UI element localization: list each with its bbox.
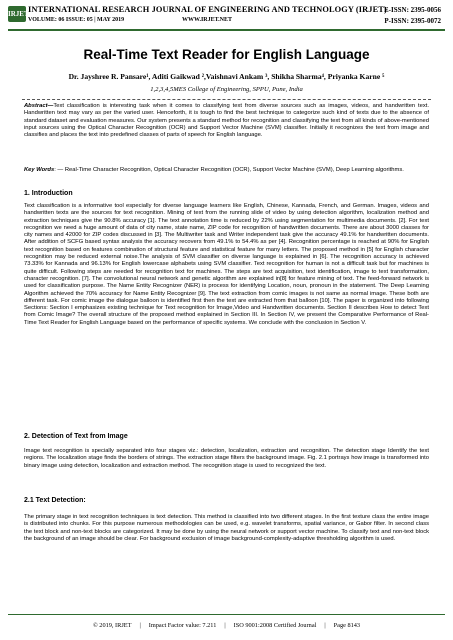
e-issn: E-ISSN: 2395-0056 bbox=[384, 6, 441, 14]
detection-paragraph: Image text recognition is specially separated into four stages viz.: detection, localization, extraction and recognition. The detection stage Identify the text regions. The localization stage finds the borders of strings. The extraction stage filters the background image. Fig. 2.1 portrays how image is transformed into binary image using detection, localization and extraction method. The recognition stage is used to recognized the text. bbox=[24, 448, 429, 469]
footer-separator: | bbox=[324, 622, 326, 629]
journal-name: INTERNATIONAL RESEARCH JOURNAL OF ENGINEERING AND TECHNOLOGY (IRJET) bbox=[28, 5, 387, 14]
journal-logo: IRJET bbox=[8, 6, 26, 22]
footer-page-number: Page 8143 bbox=[333, 622, 361, 629]
paper-title: Real-Time Text Reader for English Language bbox=[83, 47, 370, 62]
footer-divider bbox=[8, 614, 445, 615]
footer-impact-factor: Impact Factor value: 7.211 bbox=[148, 622, 217, 629]
volume-issue: VOLUME: 06 ISSUE: 05 | MAY 2019 bbox=[28, 17, 125, 23]
footer-copyright: © 2019, IRJET bbox=[92, 622, 132, 629]
footer-separator: | bbox=[224, 622, 226, 629]
keywords bbox=[24, 167, 429, 174]
introduction-paragraph: Text classification is a informative tool especially for diverse language learners like English, Chinese, Kannada, French, and German. Images, videos and handwritten texts are the sources for text recognition. Mining of text from the running slide of video by using detection algorithm, localization method and extraction techniques give the 90.8% accuracy [1]. The text annotation time is reduced by 22% using segmentation for multimedia documents. [2]. For text recognition we need a huge amount of data of city name, state name, ZIP code for recognition of handwritten documents. There are about 3000 classes for city names and 42000 for ZIP codes discussed in [3]. The Multiwriter task and Writer independent task give the accuracy 49.1% for handwritten documents. After addition of SCFG based syntax analysis the accuracy recovers from 49.1% to 54.4% as per [4]. Recognition percentage is reached at 90% for English text recognition based on features combination of structural feature and statistical feature for many letters. The proposed method in [5] for English character recognition may be reduced external noise.The analysis of SVM classifier on diverse language is explained in [6]. The recognition accuracy is achieved 73.33% for Kannada and 96.13% for English lowercase alphabets using SVM classifier. Text recognition for human is not a difficult task but for machines is quite difficult. Following steps are needed for recognition text for machines. The steps are text acquisition, text identification, image to text transformation, character recognition. [7]. The convolutional neural network and genetic algorithm are explained in[8] for feature mining of text. The feed-forward network is used for classification purpose. The Name Entity Recognizer (NER) is process for identifying Location, noun, pronoun in the statement. The Deep Learning Algorithm achieved the 70% accuracy for Name Entity Recognizer [9]. The text extraction from comic images is not same as normal image. These both are different task. For comic image the dialogue balloon is identified first then the text are extracted from that balloon [10]. The paper is organized into following Sections: Section I emphasizes existing technique for Text recognition for Image,Video and Handwritten documents. Section II describes How to detect Text from Comic Image? The overall structure of the proposed method explained in Section III. In Section IV, we present the Comparative Performance of Real-Time Text Reader for English Language based on the performance of specific systems. We conclude with the conclusion in Section V. bbox=[24, 203, 429, 326]
subsection-heading-text-detection: 2.1 Text Detection: bbox=[24, 497, 86, 504]
abstract-text: Text classification is interesting task when it comes to classifying text from diverse sources such as images, videos, and handwritten text. Handwritten text may vary as per the varied user. Henceforth, it is tough to find the best technique to categorize such kind of texts due to the absence of standard dataset and evaluation measures. Our system presents a standard method for recognition and classifying the text from all kinds of above-mentioned input sources using the Optical Character Recognition (OCR) and Support Vector Machine (SVM) classifier. Initially it recognizes the text from image and classifies and places the text into predefined classes of parts of speech for English language. bbox=[24, 103, 429, 139]
keywords-text: : — Real-Time Character Recognition, Optical Character Recognition (OCR), Support Vector Machine (SVM), Deep Learning algorithms. bbox=[54, 167, 404, 173]
footer-iso: ISO 9001:2008 Certified Journal bbox=[233, 622, 317, 629]
section-heading-introduction: 1. Introduction bbox=[24, 190, 73, 197]
header-divider bbox=[8, 29, 445, 31]
abstract bbox=[24, 103, 429, 139]
title-divider bbox=[22, 99, 431, 100]
text-detection-paragraph: The primary stage in text recognition techniques is text detection. This method is classified into two different stages. In the first texture class the entire image is distributed into chunks. For this purpose numerous methodologies can be used, e.g. wavelet transforms, spatial variance, or Gabor filter. In second class the text block and non-text blocks are categorized. It may be done by using the neural network or support vector machine. To classify text and non-text block the background of an image should be clear. For background exclusion of image background-complexity-adaptive thresholding algorithm is used. bbox=[24, 514, 429, 542]
footer-separator: | bbox=[139, 622, 141, 629]
journal-website: WWW.IRJET.NET bbox=[182, 17, 233, 23]
page-footer bbox=[0, 622, 453, 629]
paper-authors: Dr. Jayshree R. Pansare¹, Aditi Gaikwad ²,Vaishnavi Ankam ³, Shikha Sharma⁴, Priyanka Karne ⁵ bbox=[68, 72, 385, 81]
keywords-label: Key Words bbox=[24, 167, 55, 173]
abstract-label: Abstract— bbox=[24, 103, 54, 109]
journal-header bbox=[0, 0, 453, 34]
paper-affiliation: 1,2,3,4,5MES College of Engineering, SPPU, Pune, India bbox=[150, 86, 303, 93]
section-heading-detection: 2. Detection of Text from Image bbox=[24, 433, 128, 440]
p-issn: P-ISSN: 2395-0072 bbox=[384, 17, 441, 25]
